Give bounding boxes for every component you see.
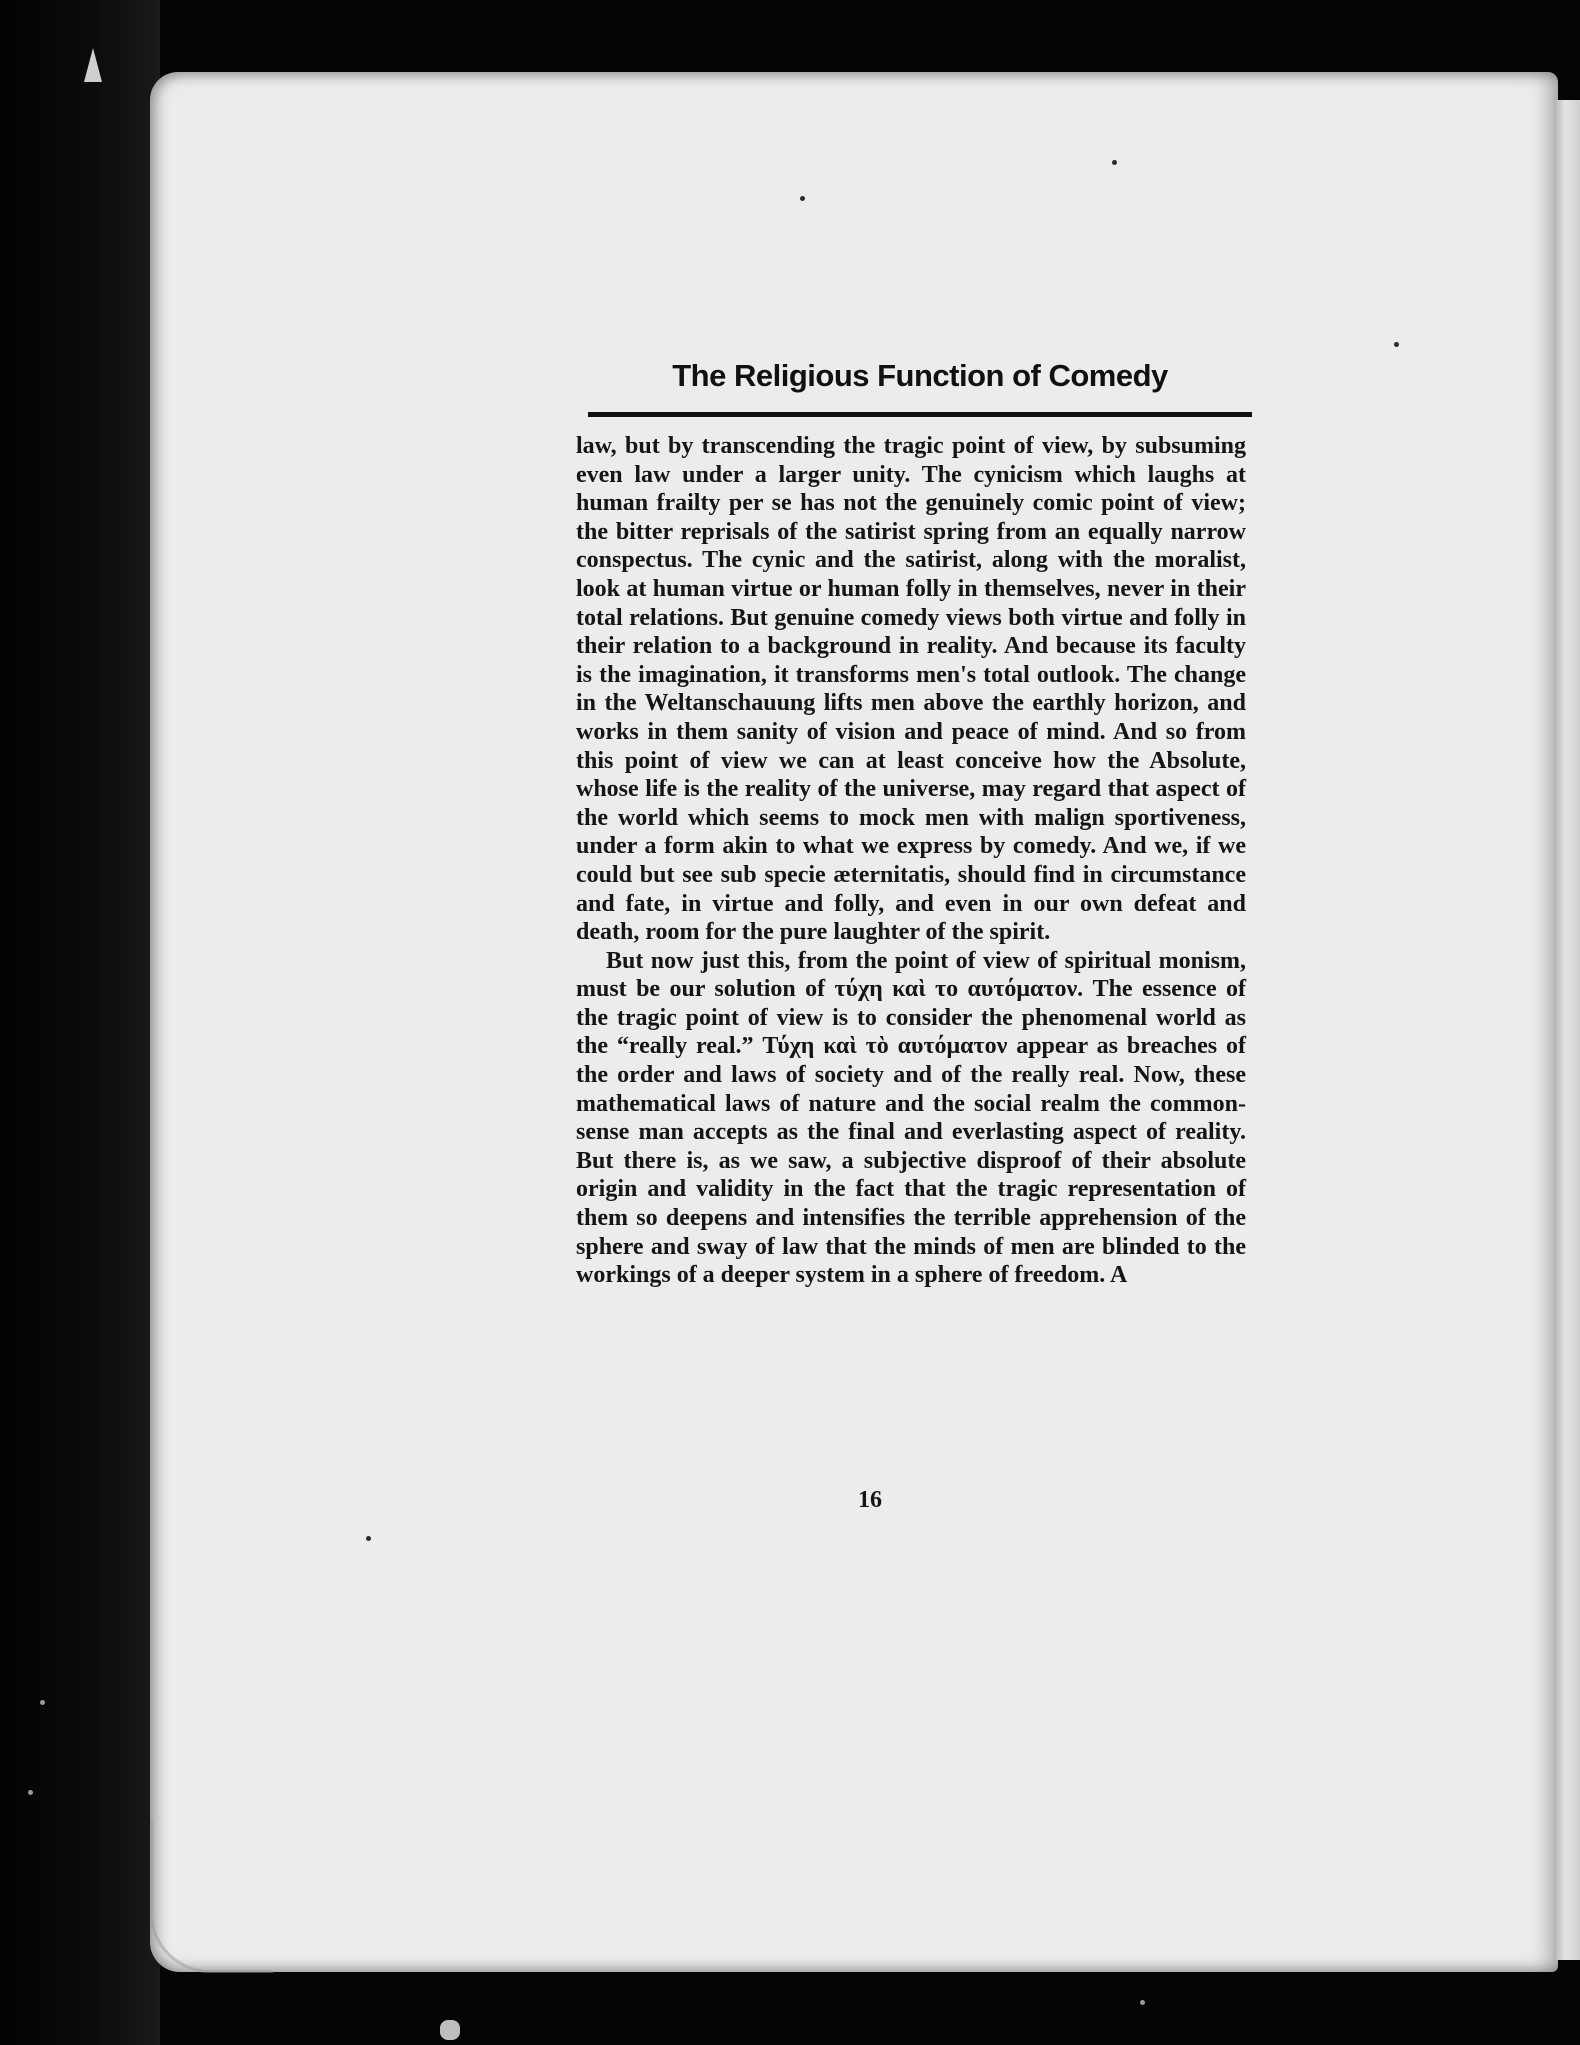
page-curl xyxy=(150,1820,273,1973)
body-text xyxy=(576,432,1246,1290)
book-spine-shadow xyxy=(0,0,160,2045)
dust-speck xyxy=(800,196,805,201)
dust-speck xyxy=(1112,160,1117,165)
dust-speck xyxy=(28,1790,33,1795)
bottom-blemish xyxy=(440,2020,460,2040)
dust-speck xyxy=(1394,342,1399,347)
dust-speck xyxy=(366,1536,371,1541)
dust-speck xyxy=(40,1700,45,1705)
running-head: The Religious Function of Comedy xyxy=(672,358,1168,393)
paragraph: But now just this, from the point of view of spiritual monism, must be our solution of τύχη καὶ το αυτόματον. The essence of the tragic point of view is to consider the phenomenal world as the “really real.” Τύχη καὶ τὸ αυτόματον appear as breaches of the order and laws of society and of the really real. Now, these mathematical laws of nature and the social realm the common-sense man accepts as the final and everlasting aspect of reality. But there is, as we saw, a subjective disproof of their absolute origin and validity in the fact that the tragic representation of them so deepens and intensifies the terrible apprehension of the sphere and sway of law that the minds of men are blinded to the workings of a deeper system in a sphere of freedom. A xyxy=(576,947,1246,1289)
paragraph: law, but by transcending the tragic point of view, by subsuming even law under a larger unity. The cynicism which laughs at human frailty per se has not the genuinely comic point of view; the bitter reprisals of the satirist spring from an equally narrow conspectus. The cynic and the satirist, along with the moralist, look at human virtue or human folly in themselves, never in their total relations. But genuine comedy views both virtue and folly in their relation to a background in reality. And because its faculty is the imagination, it transforms men's total outlook. The change in the Weltanschauung lifts men above the earthly horizon, and works in them sanity of vision and peace of mind. And so from this point of view we can at least conceive how the Absolute, whose life is the reality of the universe, may regard that aspect of the world which seems to mock men with malign sportiveness, under a form akin to what we express by comedy. And we, if we could but see sub specie æternitatis, should find in circumstance and fate, in virtue and folly, and even in our own defeat and death, room for the pure laughter of the spirit. xyxy=(576,433,1246,946)
dust-speck xyxy=(1140,2000,1145,2005)
next-page-edge xyxy=(1556,100,1580,1960)
page-number: 16 xyxy=(858,1487,882,1513)
header-rule xyxy=(588,412,1252,417)
